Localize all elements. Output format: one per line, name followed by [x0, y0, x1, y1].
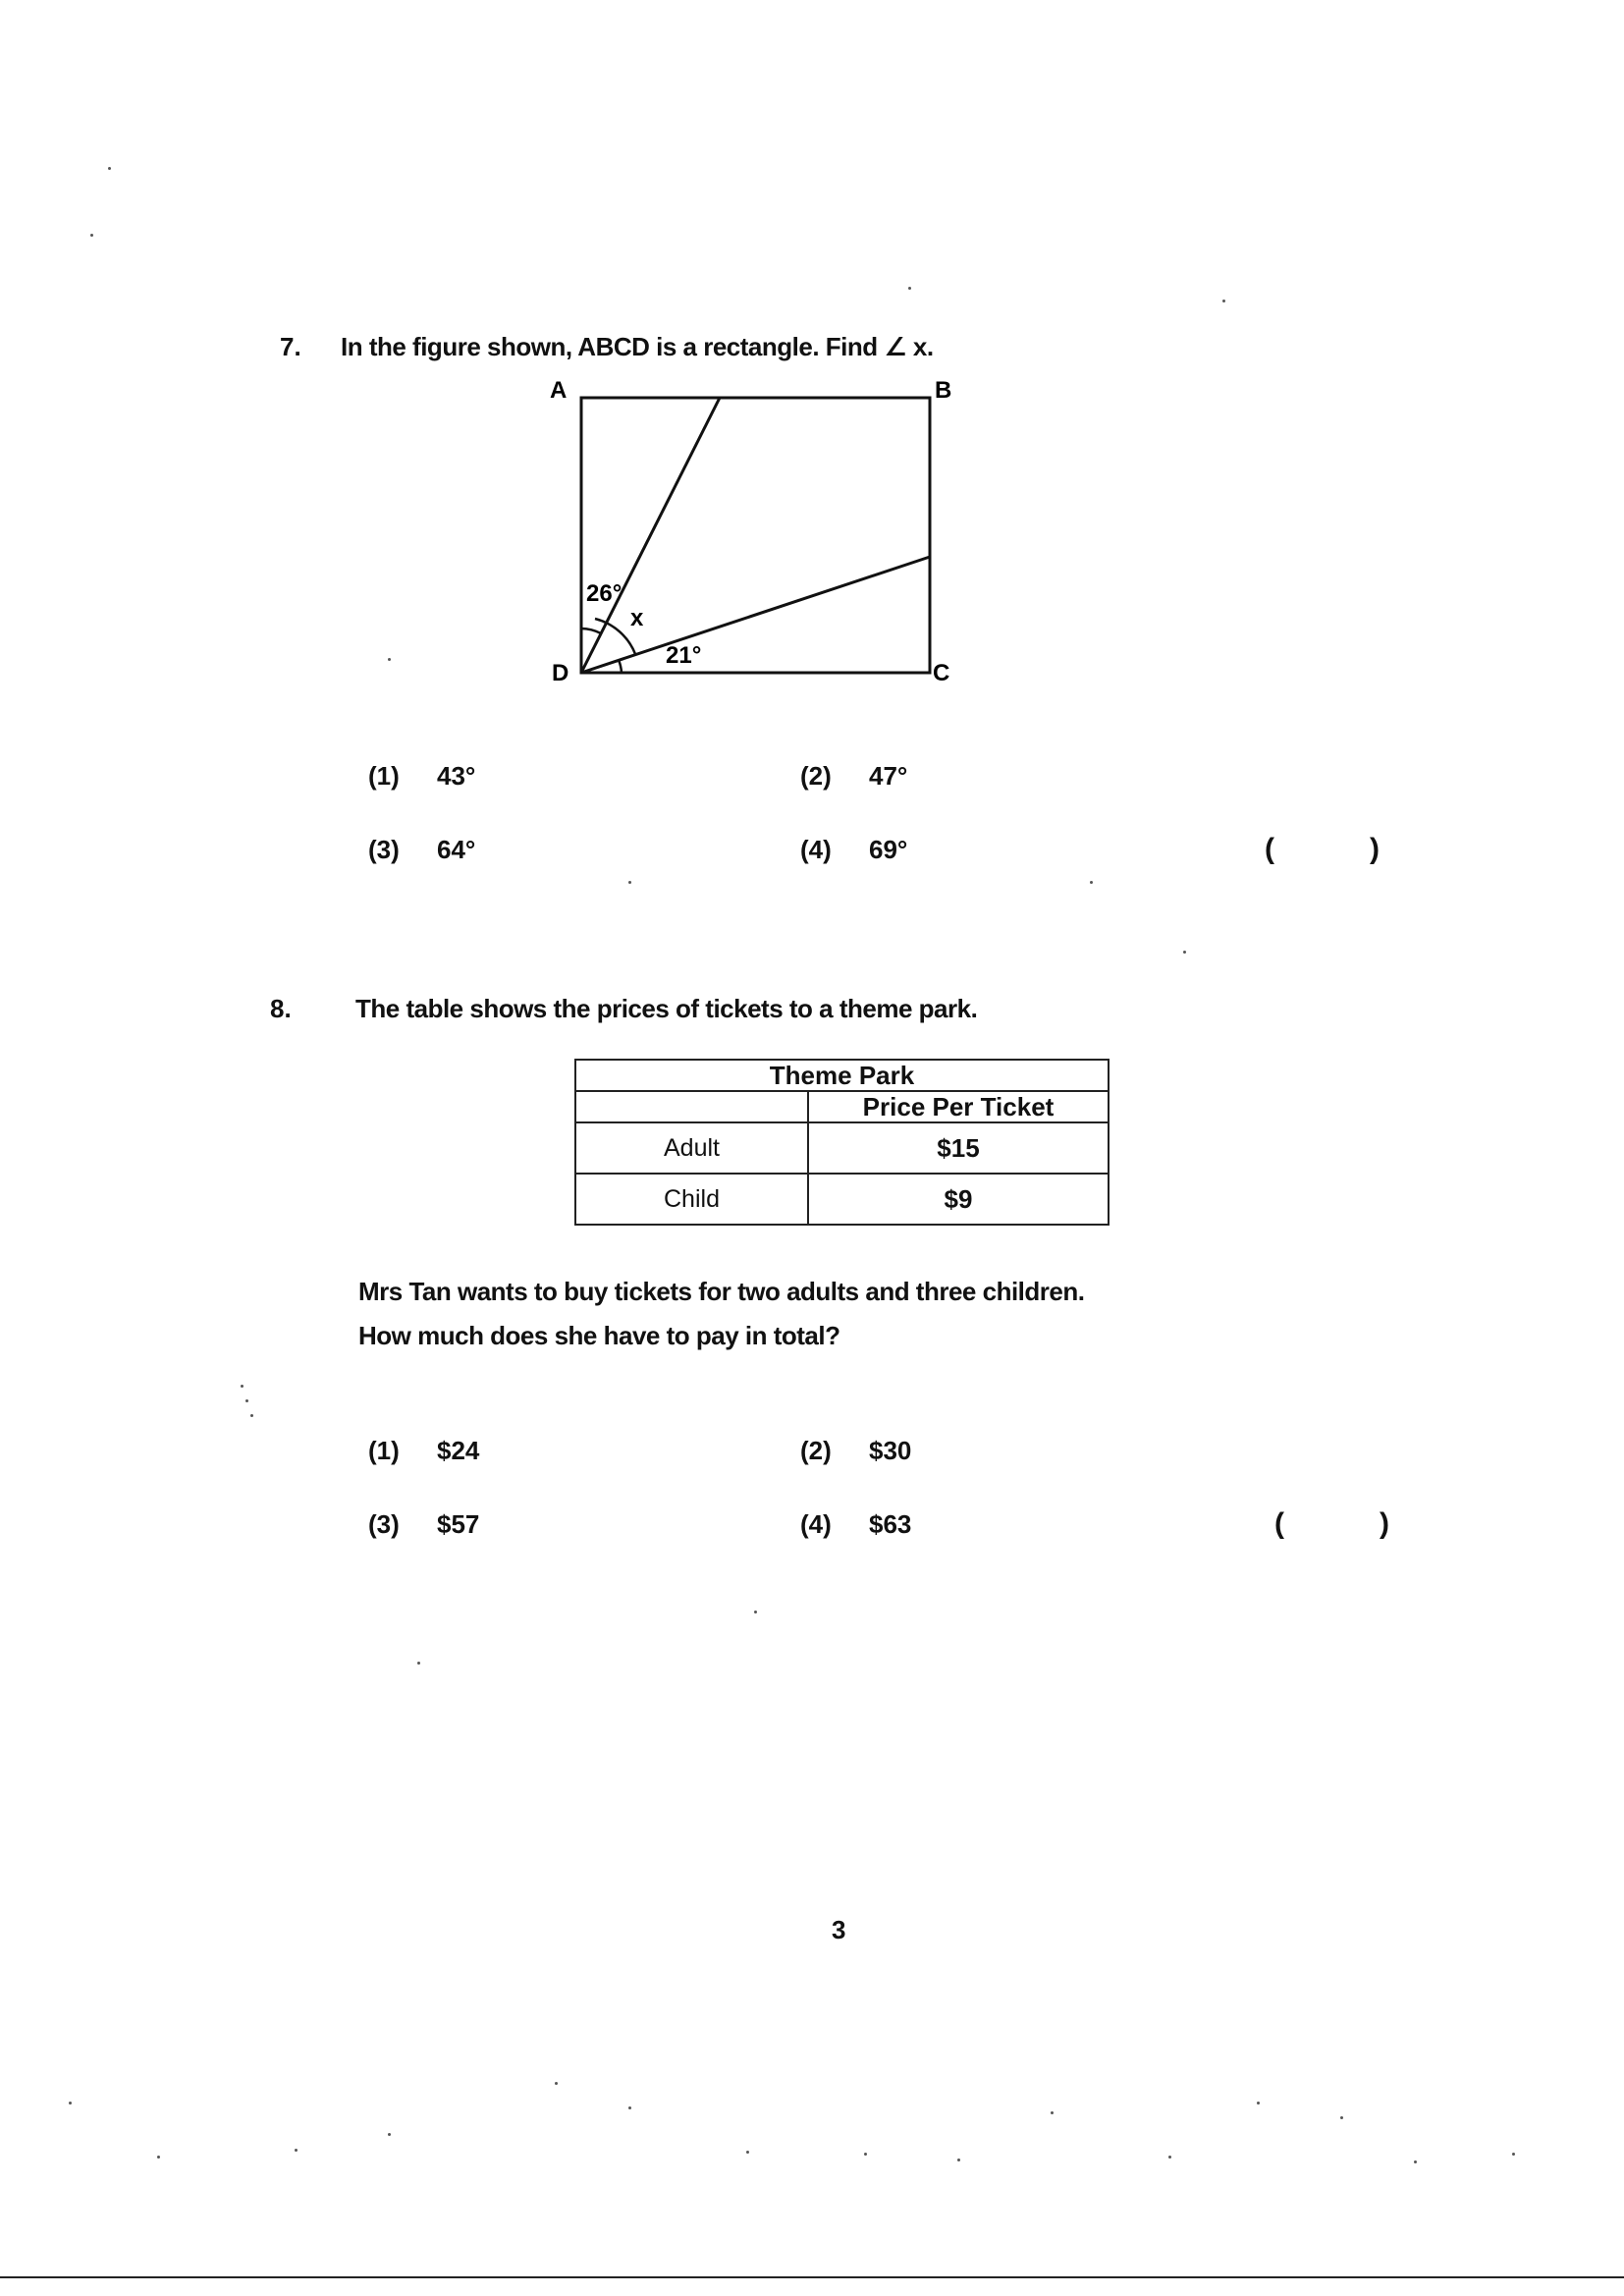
scan-speck	[295, 2149, 298, 2152]
angle-21-label: 21°	[666, 642, 702, 669]
option-value: 64°	[437, 835, 476, 864]
vertex-b-label: B	[935, 377, 952, 404]
q7-option-2[interactable]	[800, 761, 907, 792]
vertex-a-label: A	[550, 377, 568, 404]
scan-speck	[1090, 881, 1093, 884]
q7-option-4[interactable]	[800, 835, 907, 865]
scan-speck	[746, 2151, 749, 2154]
option-number: (1)	[368, 761, 400, 791]
scan-speck	[864, 2153, 867, 2156]
vertex-d-label: D	[552, 660, 569, 686]
scan-speck	[1051, 2111, 1054, 2114]
angle-x-label: x	[630, 605, 644, 631]
scan-speck	[628, 881, 631, 884]
scan-speck	[555, 2082, 558, 2085]
table-title: Theme Park	[575, 1060, 1109, 1091]
page-number: 3	[832, 1915, 846, 1944]
line-d-to-top	[581, 398, 720, 673]
scan-speck	[908, 287, 911, 290]
option-value: $63	[869, 1509, 912, 1539]
q8-answer-box[interactable]	[1291, 1509, 1375, 1543]
table-row	[575, 1122, 1109, 1174]
question-8-body-line-1: Mrs Tan wants to buy tickets for two adults and three children.	[358, 1277, 1085, 1306]
ticket-price-table	[574, 1059, 1110, 1226]
angle-26-label: 26°	[586, 580, 623, 607]
option-number: (1)	[368, 1436, 400, 1465]
row-price: $9	[808, 1174, 1109, 1225]
q7-answer-open: (	[1265, 833, 1274, 865]
vertex-c-label: C	[933, 660, 950, 686]
question-8-body-line-2: How much does she have to pay in total?	[358, 1321, 840, 1350]
question-7-text: In the figure shown, ABCD is a rectangle. Find ∠ x.	[341, 332, 934, 361]
q8-answer-open: (	[1274, 1507, 1284, 1540]
scan-speck	[388, 2133, 391, 2136]
q7-option-1[interactable]	[368, 761, 475, 792]
scan-speck	[1257, 2102, 1260, 2105]
scan-speck	[628, 2106, 631, 2109]
table-column-header: Price Per Ticket	[808, 1091, 1109, 1122]
option-value: $57	[437, 1509, 480, 1539]
q7-answer-box[interactable]	[1281, 835, 1365, 868]
scan-speck	[1340, 2116, 1343, 2119]
q8-option-4[interactable]	[800, 1509, 911, 1540]
scan-speck	[157, 2156, 160, 2159]
q8-option-2[interactable]	[800, 1436, 911, 1466]
rectangle-figure	[530, 368, 982, 692]
q8-answer-close: )	[1380, 1507, 1389, 1540]
page-bottom-rule	[0, 2276, 1624, 2278]
option-number: (2)	[800, 1436, 832, 1465]
option-number: (2)	[800, 761, 832, 791]
scan-speck	[90, 234, 93, 237]
row-label: Child	[575, 1174, 808, 1225]
scan-speck	[1222, 300, 1225, 302]
option-number: (4)	[800, 835, 832, 864]
scan-speck	[1512, 2153, 1515, 2156]
scan-speck	[69, 2102, 72, 2105]
scan-speck	[388, 658, 391, 661]
angle-arc-21	[619, 660, 622, 673]
q7-answer-close: )	[1370, 833, 1380, 865]
question-8-number: 8.	[270, 994, 292, 1023]
scan-speck	[245, 1399, 248, 1402]
option-number: (4)	[800, 1509, 832, 1539]
q7-option-3[interactable]	[368, 835, 475, 865]
scan-speck	[241, 1385, 244, 1388]
scan-speck	[1168, 2156, 1171, 2159]
row-label: Adult	[575, 1122, 808, 1174]
q8-option-1[interactable]	[368, 1436, 479, 1466]
scan-speck	[1414, 2160, 1417, 2163]
question-7-number: 7.	[280, 332, 301, 361]
option-value: $30	[869, 1436, 912, 1465]
table-row	[575, 1174, 1109, 1225]
option-value: 43°	[437, 761, 476, 791]
angle-arc-26	[581, 629, 601, 633]
rectangle-abcd	[581, 398, 930, 673]
option-value: 47°	[869, 761, 908, 791]
option-value: 69°	[869, 835, 908, 864]
option-number: (3)	[368, 835, 400, 864]
option-value: $24	[437, 1436, 480, 1465]
scan-speck	[957, 2159, 960, 2161]
scan-speck	[417, 1662, 420, 1665]
option-number: (3)	[368, 1509, 400, 1539]
scan-speck	[250, 1414, 253, 1417]
question-8-text: The table shows the prices of tickets to a theme park.	[355, 994, 978, 1023]
scan-speck	[1183, 951, 1186, 954]
table-empty-header	[575, 1091, 808, 1122]
row-price: $15	[808, 1122, 1109, 1174]
scan-speck	[108, 167, 111, 170]
scan-speck	[754, 1611, 757, 1613]
q8-option-3[interactable]	[368, 1509, 479, 1540]
